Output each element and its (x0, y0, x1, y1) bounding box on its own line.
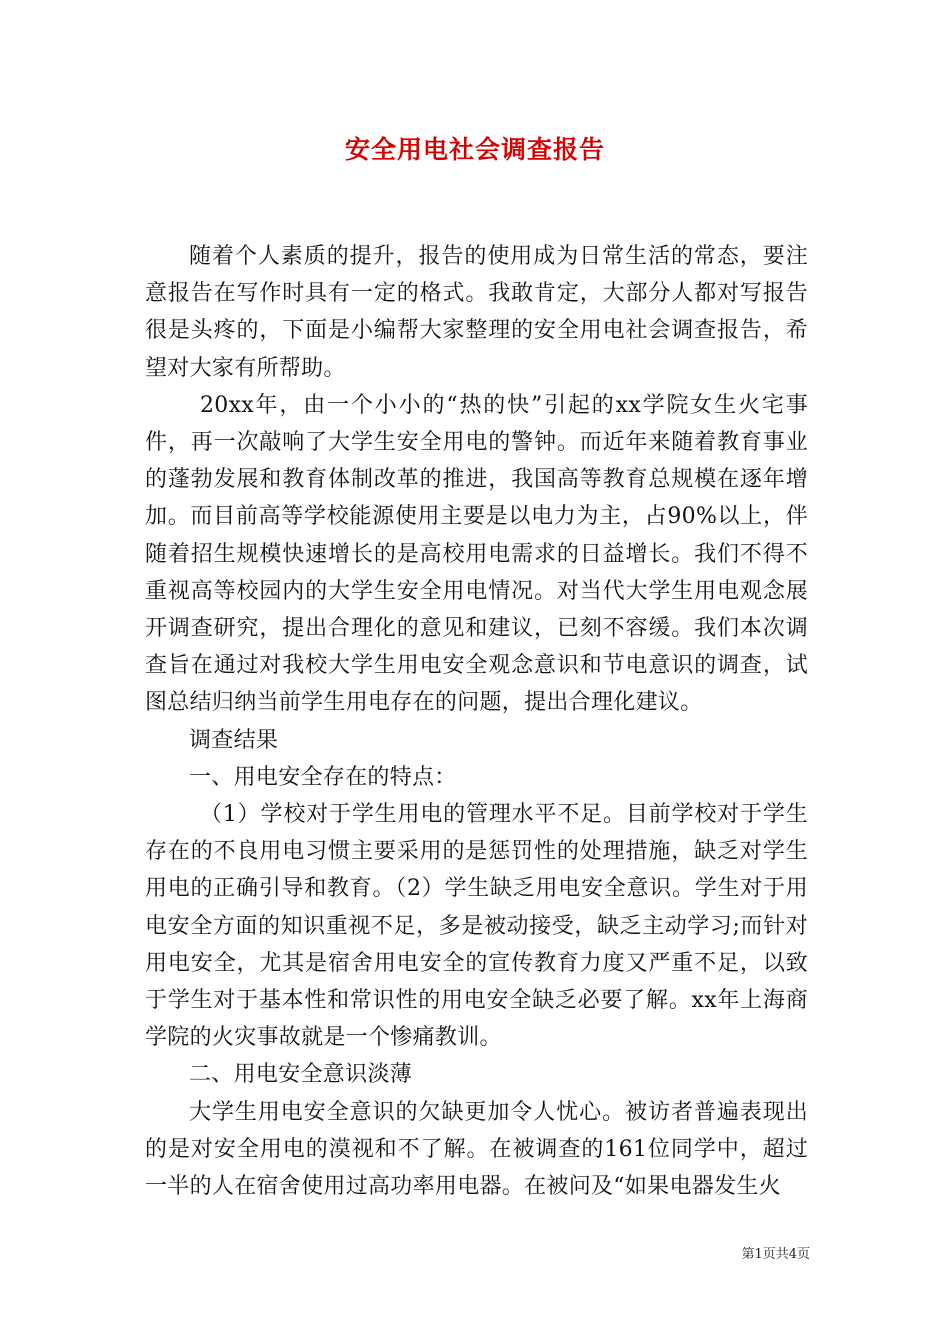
background-paragraph: 20xx年，由一个小小的“热的快”引起的xx学院女生火宅事件，再一次敲响了大学生安全用电的警钟。而近年来随着教育事业的蓬勃发展和教育体制改革的推进，我国高等教育总规模在逐年增加。而目前高等学校能源使用主要是以电力为主，占90%以上，伴随着招生规模快速增长的是高校用电需求的日益增长。我们不得不重视高等校园内的大学生安全用电情况。对当代大学生用电观念展开调查研究，提出合理化的意见和建议，已刻不容缓。我们本次调查旨在通过对我校大学生用电安全观念意识和节电意识的调查，试图总结归纳当前学生用电存在的问题，提出合理化建议。 (145, 392, 808, 716)
document-body (145, 238, 808, 1205)
intro-paragraph: 随着个人素质的提升，报告的使用成为日常生活的常态，要注意报告在写作时具有一定的格式。我敢肯定，大部分人都对写报告很是头疼的，下面是小编帮大家整理的安全用电社会调查报告，希望对大家有所帮助。 (145, 244, 808, 381)
section-heading-awareness: 二、用电安全意识淡薄 (189, 1062, 413, 1088)
section-heading-results: 调查结果 (189, 727, 279, 753)
section-heading-characteristics: 一、用电安全存在的特点： (189, 764, 457, 790)
characteristics-paragraph: （1）学校对于学生用电的管理水平不足。目前学校对于学生存在的不良用电习惯主要采用的是惩罚性的处理措施，缺乏对学生用电的正确引导和教育。（2）学生缺乏用电安全意识。学生对于用电安全方面的知识重视不足，多是被动接受，缺乏主动学习;而针对用电安全，尤其是宿舍用电安全的宣传教育力度又严重不足，以致于学生对于基本性和常识性的用电安全缺乏必要了解。xx年上海商学院的火灾事故就是一个惨痛教训。 (145, 802, 808, 1051)
awareness-paragraph: 大学生用电安全意识的欠缺更加令人忧心。被访者普遍表现出的是对安全用电的漠视和不了解。在被调查的161位同学中，超过一半的人在宿舍使用过高功率用电器。在被问及“如果电器发生火 (145, 1099, 808, 1200)
document-title: 安全用电社会调查报告 (344, 135, 605, 164)
page-number: 第1页共4页 (741, 1247, 810, 1262)
